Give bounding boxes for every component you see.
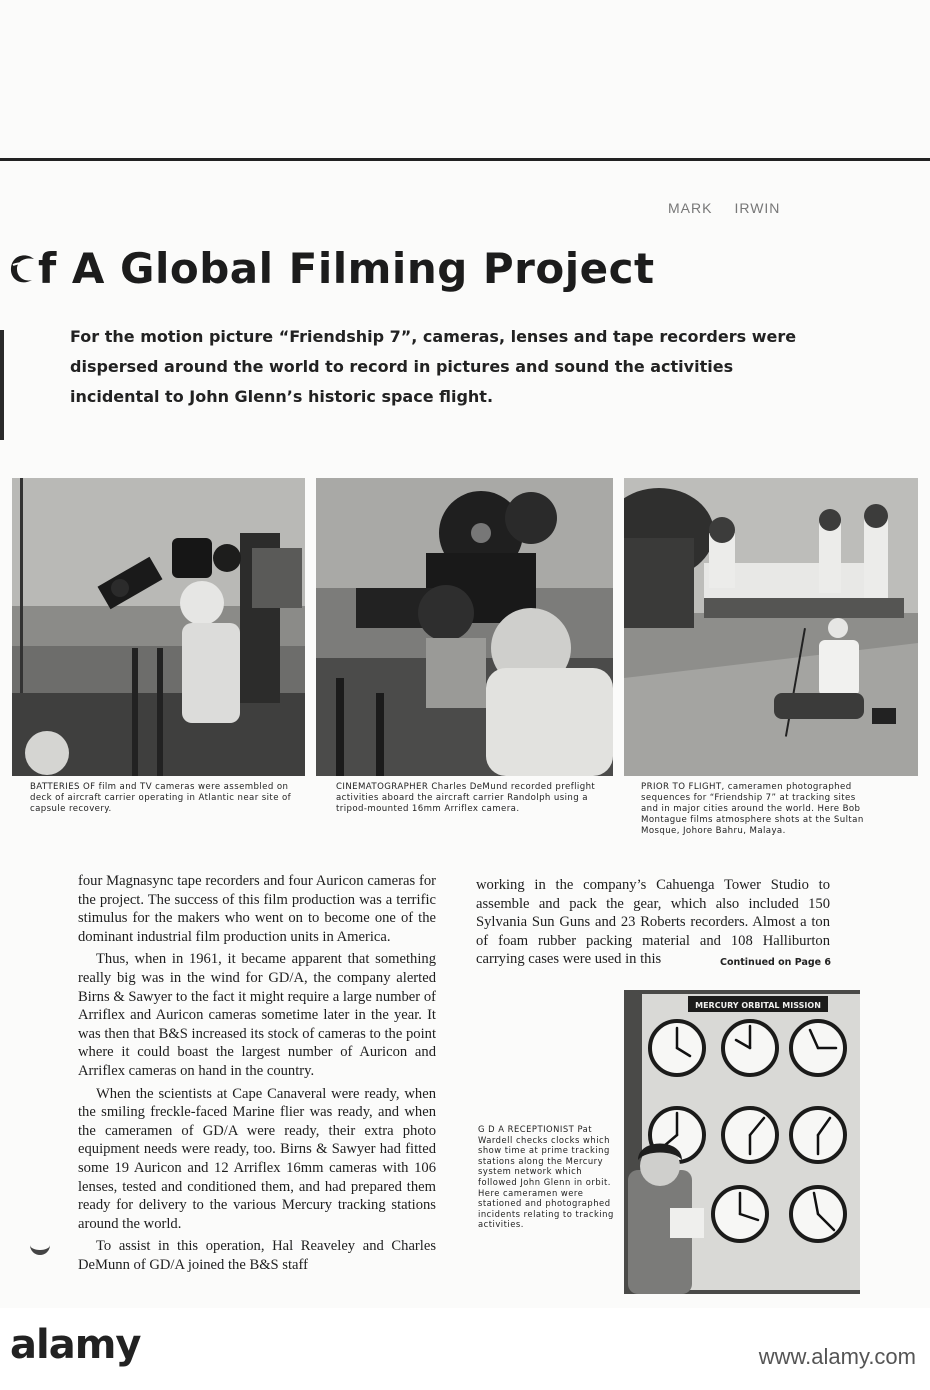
cropped-letter-o-icon: [8, 253, 38, 285]
continued-notice: Continued on Page 6: [720, 957, 832, 968]
paragraph: When the scientists at Cape Canaveral were ready, when the smiling freckle-faced Marine flier was ready, and when the cameramen of GD/A were ready, their extra photo equipment needs were ready, too. Birns & Sawyer had fitted some 19 Auricon and 12 Arriflex 16mm cameras with 106 lenses, tested and conditioned them, and had prepared them ready for delivery to the various Mercury tracking stations around the world.: [78, 1085, 436, 1232]
caption-carrier-cameras: BATTERIES OF film and TV cameras were assembled on deck of aircraft carrier operating in Atlantic near site of capsule recovery.: [30, 782, 292, 814]
article-column-right: working in the company’s Cahuenga Tower Studio to assemble and pack the gear, which also included 150 Sylvania Sun Guns and 23 Roberts recorders. Almost a ton of foam rubber packing material and 108 Halliburton carrying cases were used in this: [476, 877, 830, 968]
paragraph: four Magnasync tape recorders and four Auricon cameras for the project. The success of this film production was a terrific stimulus for the makers who went on to become one of the dominant industrial film production units in America.: [78, 873, 436, 945]
article-deck: For the motion picture “Friendship 7”, cameras, lenses and tape recorders were dispersed around the world to record in pictures and sound the activities incidental to John Glenn’s historic space flight.: [70, 327, 797, 406]
footer-url: www.alamy.com: [758, 1344, 916, 1369]
clock-sign-text: MERCURY ORBITAL MISSION: [695, 1001, 821, 1010]
headline: [8, 244, 655, 293]
footer-brand: [10, 1322, 140, 1368]
brand-logo-text: alamy: [10, 1322, 141, 1368]
caption-sultan-mosque: PRIOR TO FLIGHT, cameramen photographed sequences for “Friendship 7” at tracking sites and in major cities around the world. Here Bob Montague films atmosphere shots at the Sultan Mosque, Johore Bahru, Malaya.: [641, 782, 864, 836]
photo-cinematographer: [316, 478, 613, 776]
binding-hook-mark: [30, 1236, 50, 1255]
page-fold-line: [0, 158, 930, 161]
photo-mercury-clocks: [624, 990, 860, 1294]
name-stamp: [668, 200, 780, 216]
binding-mark: [0, 330, 4, 440]
paragraph: Thus, when in 1961, it became apparent that something really big was in the wind for GD/A, the company alerted Birns & Sawyer to the fact it might require a large number of Arriflex and Auricon cameras sometime later in the year. It was then that B&S increased its stock of cameras to the point where it could boast the largest number of Auricon and Arriflex cameras on hand in the country.: [78, 951, 436, 1079]
stamp-word-first: MARK: [668, 200, 713, 216]
article-column-left: [78, 872, 436, 1274]
paragraph: To assist in this operation, Hal Reaveley and Charles DeMunn of GD/A joined the B&S staff: [78, 1238, 436, 1273]
photo-carrier-cameras: [12, 478, 305, 776]
headline-text: f A Global Filming Project: [38, 244, 655, 293]
photo-sultan-mosque: [624, 478, 918, 776]
stamp-word-second: IRWIN: [734, 200, 781, 216]
caption-cinematographer: CINEMATOGRAPHER Charles DeMund recorded preflight activities aboard the aircraft carrier Randolph using a tripod-mounted 16mm Arriflex camera.: [336, 782, 596, 814]
caption-receptionist: G D A RECEPTIONIST Pat Wardell checks clocks which show time at prime tracking stations along the Mercury system network which followed John Glenn in orbit. Here cameramen were stationed and photographed incidents relating to tracking activities.: [478, 1124, 614, 1230]
